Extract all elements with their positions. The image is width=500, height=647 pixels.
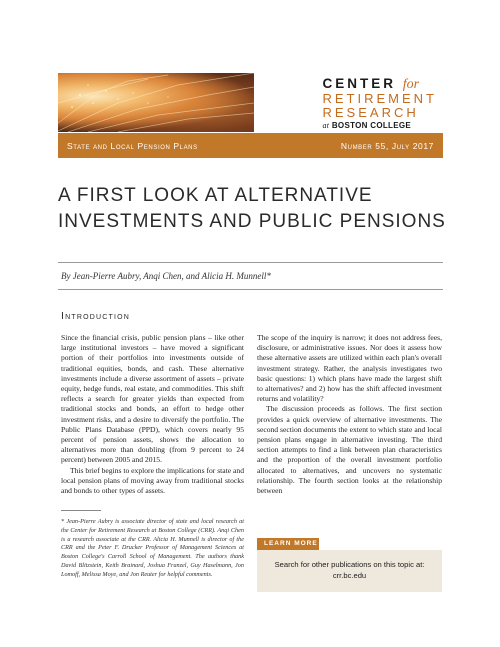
section-heading-introduction: Introduction [61,310,131,322]
logo-for: for [402,77,420,92]
city-lights-image [58,73,254,132]
body-column-left [61,333,244,496]
author-footnote: * Jean-Pierre Aubry is associate director of state and local research at the Center for Retirement Research at Boston College (CRR). Anqi Chen is a research associate at the CRR. Alicia H. Munnell is director of the CRR and the Peter F. Drucker Professor of Management Sciences at Boston College's Carroll School of Management. The authors thank David Blitzstein, Keith Brainard, Joshua Franzel, Guy Haselmann, Jon Lomoff, Melissa Moye, and Jon Reuter for helpful comments. [61,518,244,578]
learn-more-link[interactable]: crr.bc.edu [332,571,367,580]
logo-center: CENTER [322,76,397,91]
learn-more-label: LEARN MORE [264,540,318,547]
paragraph: The scope of the inquiry is narrow; it does not address fees, disclosure, or administrative issues. Nor does it assess how these alternative assets are utilized within each plan's overall investment strategy. Rather, the analysis investigates two basic questions: 1) which plans have made the largest shift to alternatives? and 2) how has the shift affected investment returns and volatility? [257,333,442,404]
paragraph: This brief begins to explore the implications for state and local pension plans of moving away from traditional stocks and bonds to other types of assets. [61,465,244,496]
body-column-right [257,333,442,496]
learn-more-box [257,550,442,592]
logo-at: at [322,121,330,130]
byline: By Jean-Pierre Aubry, Anqi Chen, and Alicia H. Munnell* [61,271,271,281]
issue-number-date: Number 55, July 2017 [340,141,434,151]
logo-retirement: RETIREMENT [322,91,437,106]
paragraph: Since the financial crisis, public pension plans – like other large institutional investors – have moved a significant portion of their portfolios into investments outside of traditional equities, bonds, and cash. These alternative investments include a diverse assortment of assets – private equity, hedge funds, real estate, and commodities. This shift reflects a search for greater yields than expected from traditional stocks and bonds, an effort to hedge other investment risks, and a desire to diversify the portfolio. The Public Plans Database (PPD), which covers nearly 95 percent of pension assets, shows the allocation to alternatives more than doubling (from 9 percent to 24 percent) between 2005 and 2015. [61,333,244,465]
logo-boston-college: BOSTON COLLEGE [331,121,412,130]
paragraph: The discussion proceeds as follows. The first section provides a quick overview of alternative investments. The second section documents the extent to which state and local pension plans engage in alternative investing. The third section attempts to find a link between plan characteristics and the proportion of the overall investment portfolio allocated to alternatives, and uncovers no systematic relationship. The fourth section looks at the relationship between [257,404,442,496]
title-line-2: INVESTMENTS AND PUBLIC PENSIONS [58,211,446,232]
divider-bottom [58,289,443,290]
divider-top [58,262,443,263]
learn-more-tab [257,538,319,550]
learn-more-text: Search for other publications on this topic at: [274,560,425,569]
title-line-1: A FIRST LOOK AT ALTERNATIVE [58,185,373,206]
series-name: State and Local Pension Plans [67,141,198,151]
header-photo [58,73,254,132]
page-title [58,183,458,235]
logo-research: RESEARCH [322,105,419,120]
footnote-divider [61,510,101,511]
series-banner [58,133,443,158]
center-for-retirement-research-logo [323,76,438,131]
